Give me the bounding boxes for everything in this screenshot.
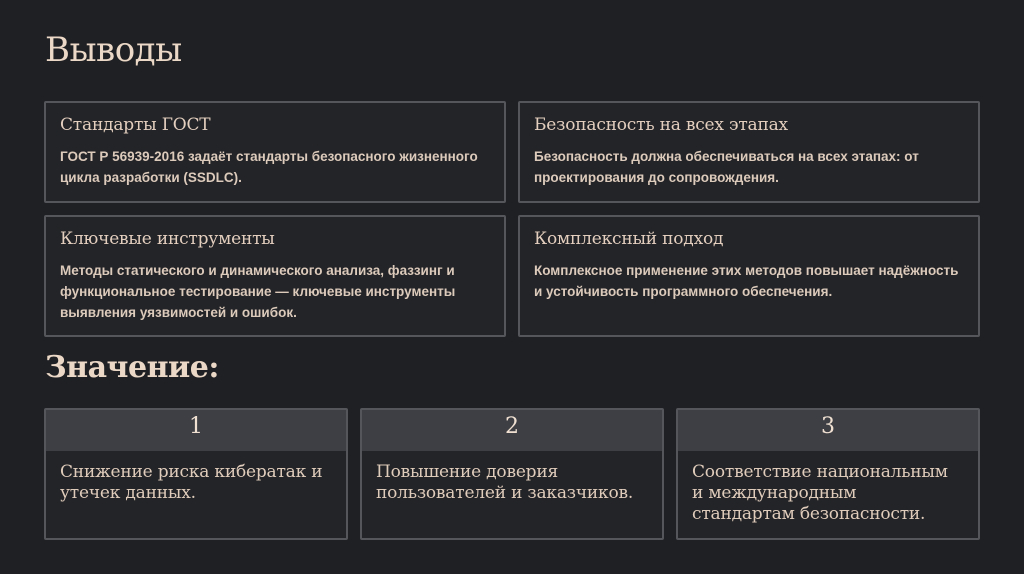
card-title: Стандарты ГОСТ (60, 115, 211, 135)
item-number: 3 (678, 410, 978, 451)
card-key-tools (44, 215, 506, 337)
item-text: Повышение доверия пользователей и заказчиков. (376, 462, 634, 503)
card-text: Комплексное применение этих методов повышает надёжность и устойчивость программного обеспечения. (534, 263, 959, 300)
item-number: 1 (46, 410, 346, 451)
significance-heading: Значение: (45, 350, 219, 385)
card-title: Безопасность на всех этапах (534, 115, 788, 135)
significance-item-3 (676, 408, 980, 540)
card-gost-standards (44, 101, 506, 203)
card-title: Комплексный подход (534, 229, 724, 249)
significance-item-2 (360, 408, 664, 540)
item-number: 2 (362, 410, 662, 451)
item-text: Снижение риска кибератак и утечек данных. (60, 462, 323, 503)
page-title: Выводы (45, 30, 182, 70)
card-title: Ключевые инструменты (60, 229, 275, 249)
card-text: Безопасность должна обеспечиваться на всех этапах: от проектирования до сопровождения. (534, 149, 919, 186)
significance-item-1 (44, 408, 348, 540)
item-text: Соответствие национальным и международным стандартам безопасности. (692, 462, 948, 524)
card-text: Методы статического и динамического анализа, фаззинг и функциональное тестирование — ключевые инструменты выявления уязвимостей и ошибок. (60, 263, 456, 321)
card-security-all-stages (518, 101, 980, 203)
card-text: ГОСТ Р 56939-2016 задаёт стандарты безопасного жизненного цикла разработки (SSDLC). (60, 149, 478, 186)
card-complex-approach (518, 215, 980, 337)
